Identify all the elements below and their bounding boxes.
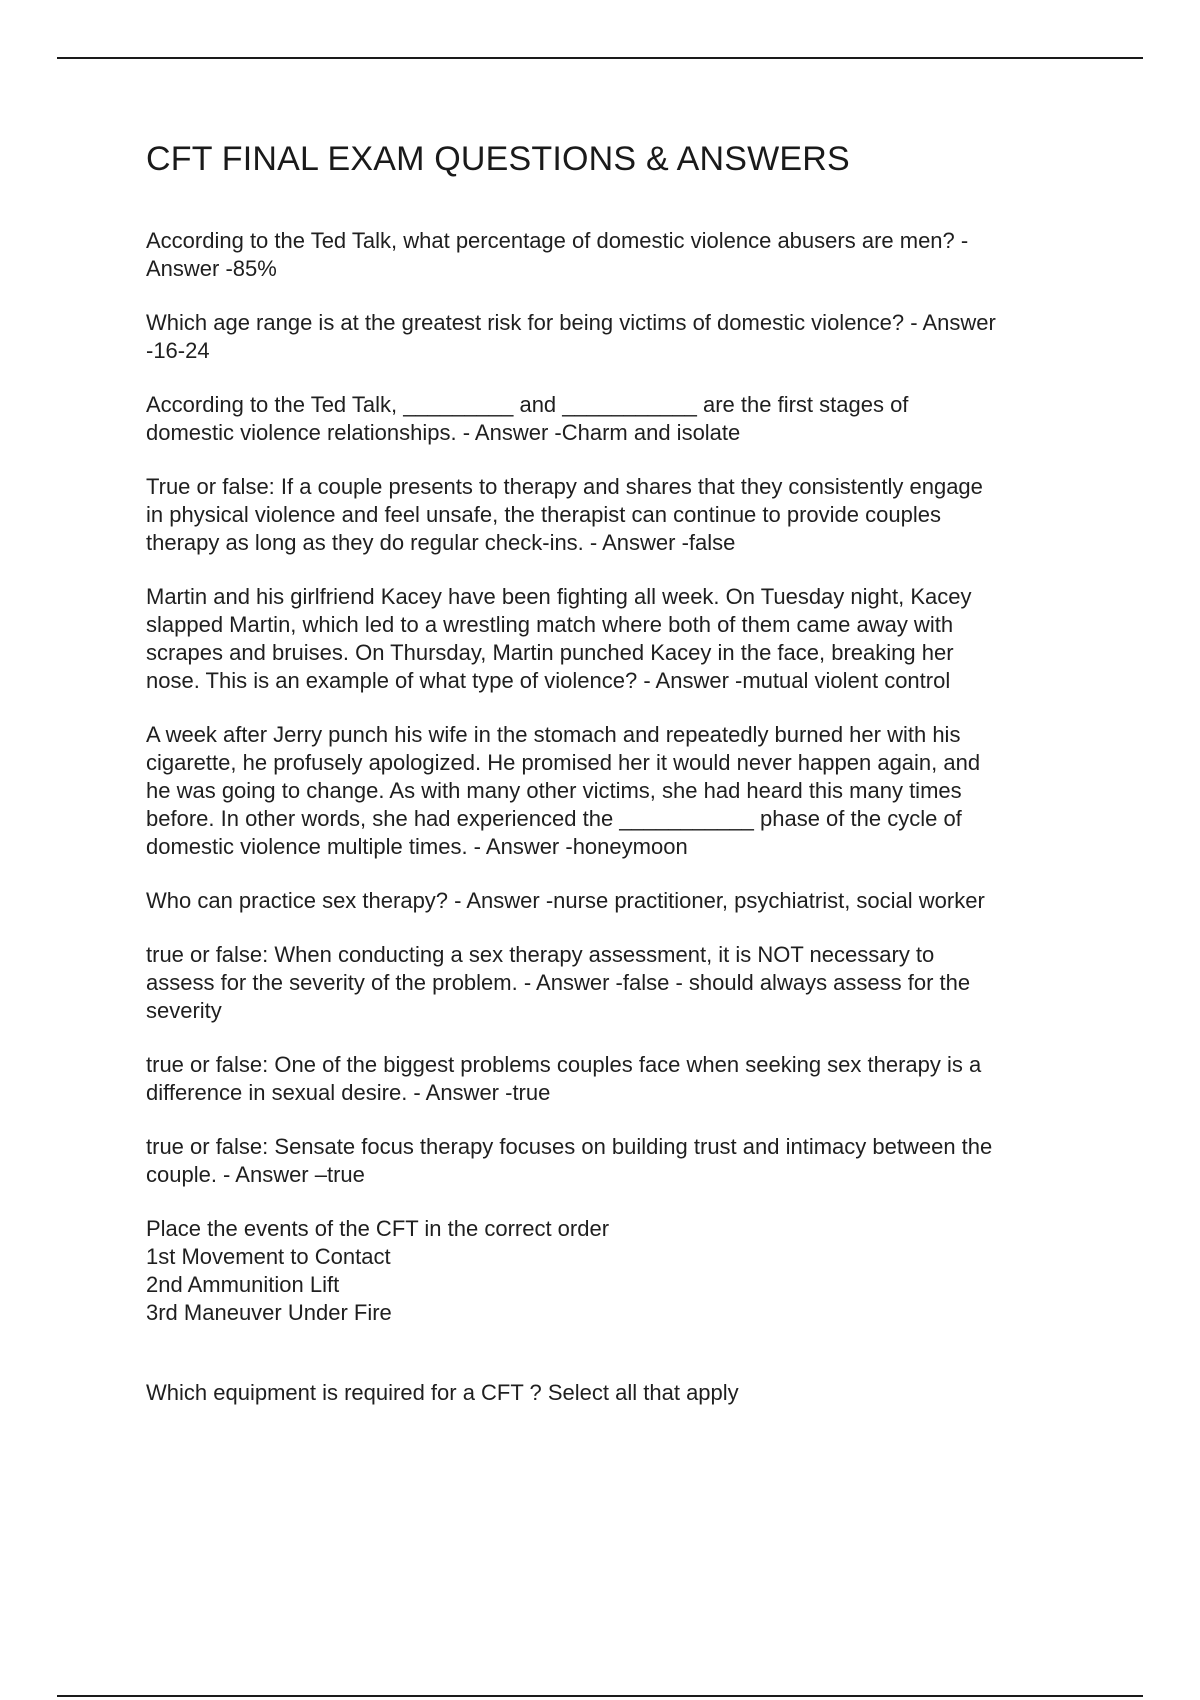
bottom-rule	[57, 1695, 1143, 1697]
order-item-1: 1st Movement to Contact	[146, 1244, 391, 1269]
qa-item-9: true or false: One of the biggest problems couples face when seeking sex therapy is a difference in sexual desire. - Answer -true	[146, 1052, 982, 1105]
qa-item-5: Martin and his girlfriend Kacey have been fighting all week. On Tuesday night, Kacey slapped Martin, which led to a wrestling match where both of them came away with scrapes and bruises. On Thursday, Martin punched Kacey in the face, breaking her nose. This is an example of what type of violence? - Answer -mutual violent control	[146, 584, 972, 693]
order-item-2: 2nd Ammunition Lift	[146, 1272, 340, 1297]
qa-item-2: Which age range is at the greatest risk for being victims of domestic violence? - Answer -16-24	[146, 310, 996, 363]
order-question	[146, 1215, 1096, 1327]
qa-item-10: true or false: Sensate focus therapy focuses on building trust and intimacy between the couple. - Answer –true	[146, 1134, 993, 1187]
document-title: CFT FINAL EXAM QUESTIONS & ANSWERS	[146, 140, 850, 178]
top-rule	[57, 57, 1143, 59]
order-question-prompt: Place the events of the CFT in the correct order	[146, 1216, 610, 1241]
qa-item-1: According to the Ted Talk, what percentage of domestic violence abusers are men? - Answer -85%	[146, 228, 969, 281]
qa-item-6: A week after Jerry punch his wife in the stomach and repeatedly burned her with his cigarette, he profusely apologized. He promised her it would never happen again, and he was going to change. As with many other victims, she had heard this many times before. In other words, she had experienced the ___________ phase of the cycle of domestic violence multiple times. - Answer -honeymoon	[146, 722, 981, 859]
equipment-question: Which equipment is required for a CFT ? Select all that apply	[146, 1380, 739, 1405]
qa-item-3: According to the Ted Talk, _________ and ___________ are the first stages of domestic violence relationships. - Answer -Charm and isolate	[146, 392, 909, 445]
document-body	[146, 140, 1096, 1407]
order-item-3: 3rd Maneuver Under Fire	[146, 1300, 392, 1325]
qa-item-8: true or false: When conducting a sex therapy assessment, it is NOT necessary to assess for the severity of the problem. - Answer -false - should always assess for the severity	[146, 942, 971, 1023]
qa-item-4: True or false: If a couple presents to therapy and shares that they consistently engage in physical violence and feel unsafe, the therapist can continue to provide couples therapy as long as they do regular check-ins. - Answer -false	[146, 474, 983, 555]
qa-item-7: Who can practice sex therapy? - Answer -nurse practitioner, psychiatrist, social worker	[146, 888, 985, 913]
